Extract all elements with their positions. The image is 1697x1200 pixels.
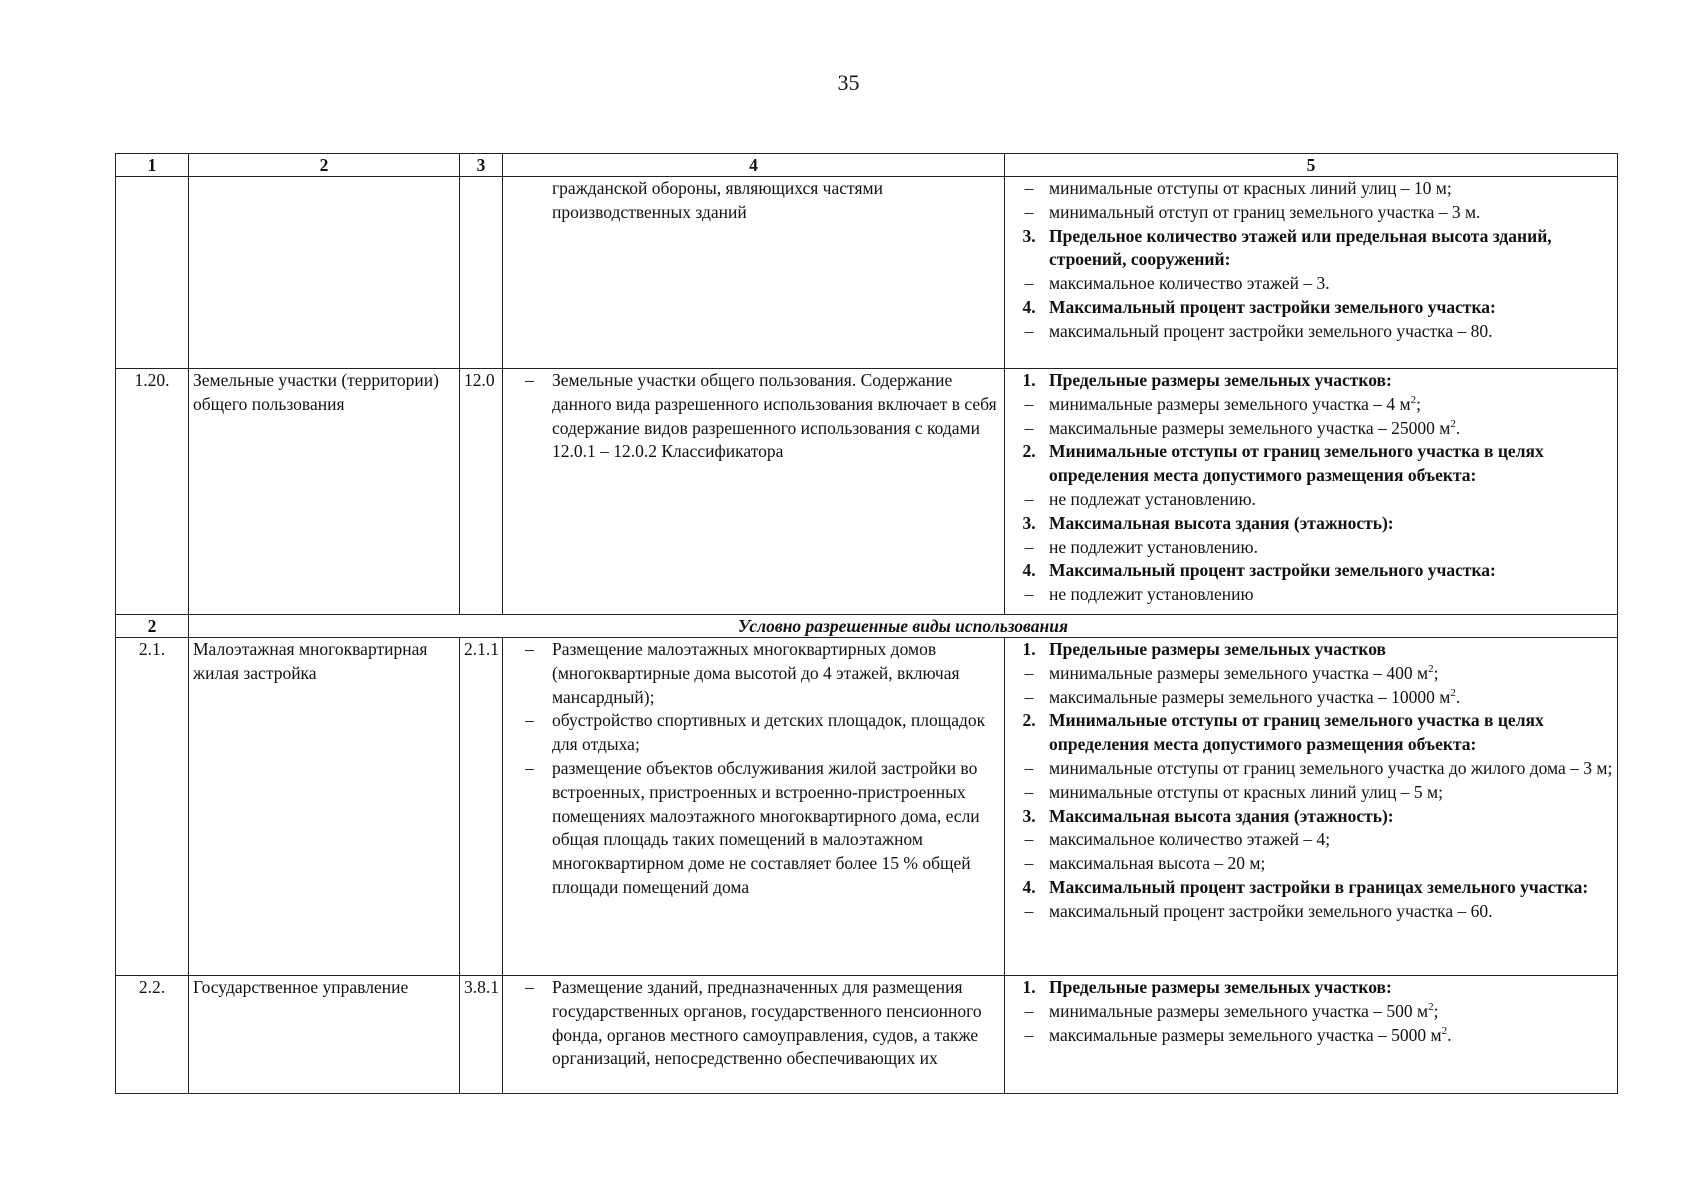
- list-text-main: Максимальная высота здания (этажность):: [1049, 805, 1394, 826]
- list-item: [1009, 177, 1615, 201]
- list-text: [1049, 583, 1615, 607]
- header-col-3: 3: [460, 154, 503, 177]
- list-text: [1049, 393, 1615, 417]
- list-text-main: минимальные размеры земельного участка – 500 м: [1049, 1000, 1429, 1021]
- header-col-4: 4: [503, 154, 1005, 177]
- list-marker: 4.: [1022, 296, 1036, 317]
- list-item: [1009, 1000, 1615, 1024]
- list-text-main: Минимальные отступы от границ земельного участка в целях определения места допустимого размещения объекта:: [1049, 710, 1544, 755]
- list-item: [1009, 201, 1615, 225]
- land-use-description: [503, 369, 1005, 615]
- list-text: [1049, 638, 1615, 662]
- list-item: [1009, 440, 1615, 488]
- list-item: [1009, 1024, 1615, 1048]
- list-marker: –: [1024, 829, 1034, 850]
- list-marker: 2.: [1022, 441, 1036, 462]
- list-text-main: максимальное количество этажей – 4;: [1049, 829, 1331, 850]
- list-item: [1009, 757, 1615, 781]
- land-use-name: Государственное управление: [189, 976, 460, 1094]
- list-item: [1009, 805, 1615, 829]
- list-text-main: Предельные размеры земельных участков:: [1049, 370, 1392, 390]
- list-text-main: Максимальная высота здания (этажность):: [1049, 512, 1394, 533]
- unit-superscript: 2: [1428, 662, 1434, 675]
- list-item: [507, 976, 1000, 1071]
- punctuation: ;: [1416, 393, 1421, 414]
- list-item: [507, 369, 1000, 464]
- list-item: [1009, 512, 1615, 536]
- list-item: [1009, 662, 1615, 686]
- table-row: [116, 976, 1618, 1094]
- code-value: 12.0: [464, 370, 495, 390]
- list-marker: –: [1024, 201, 1034, 222]
- land-use-parameters: [1005, 638, 1618, 976]
- list-text-main: минимальные отступы от красных линий улиц – 10 м;: [1049, 178, 1452, 198]
- classifier-code: [460, 369, 503, 615]
- list-item: [1009, 559, 1615, 583]
- list-marker: 4.: [1022, 876, 1036, 897]
- classifier-code: 3.8.1: [460, 976, 503, 1094]
- list-marker: –: [1024, 417, 1034, 438]
- list-marker: –: [1024, 757, 1034, 778]
- list-text: [1049, 201, 1615, 225]
- list-text: [1049, 417, 1615, 441]
- list-marker: –: [1024, 178, 1034, 198]
- classifier-code: [460, 177, 503, 369]
- list-marker: –: [1024, 488, 1034, 509]
- list-text: [1049, 1024, 1615, 1048]
- list-item: [1009, 709, 1615, 757]
- list-text-main: Минимальные отступы от границ земельного участка в целях определения места допустимого размещения объекта:: [1049, 441, 1544, 486]
- table-row: [116, 369, 1618, 615]
- list-text-main: Максимальный процент застройки земельного участка:: [1049, 560, 1496, 581]
- header-col-5: 5: [1005, 154, 1618, 177]
- list-text: [1049, 852, 1615, 876]
- list-marker: 4.: [1022, 560, 1036, 581]
- list-marker: –: [525, 757, 534, 778]
- list-text: [1049, 296, 1615, 320]
- list-text-main: минимальный отступ от границ земельного участка – 3 м.: [1049, 201, 1481, 222]
- list-marker: 3.: [1022, 225, 1036, 246]
- list-item: [1009, 296, 1615, 320]
- list-item: [1009, 272, 1615, 296]
- land-use-parameters: [1005, 369, 1618, 615]
- list-item: [507, 709, 1000, 757]
- list-item: [1009, 686, 1615, 710]
- list-marker: –: [1024, 536, 1034, 557]
- list-text: [1049, 900, 1615, 924]
- list-marker: 3.: [1022, 512, 1036, 533]
- unit-superscript: 2: [1450, 417, 1456, 430]
- list-text: [1049, 536, 1615, 560]
- list-item: [1009, 417, 1615, 441]
- list-item: [1009, 900, 1615, 924]
- header-col-1: 1: [116, 154, 189, 177]
- header-col-2: 2: [189, 154, 460, 177]
- list-item: [1009, 393, 1615, 417]
- punctuation: .: [1447, 1024, 1452, 1045]
- list-text-main: Максимальный процент застройки в границах земельного участка:: [1049, 876, 1589, 897]
- list-text-main: Предельные размеры земельных участков:: [1049, 977, 1392, 997]
- land-use-name: Земельные участки (территории) общего пользования: [189, 369, 460, 615]
- list-marker: –: [1024, 320, 1034, 341]
- unit-superscript: 2: [1450, 686, 1456, 699]
- list-marker: 1.: [1022, 977, 1036, 997]
- row-number: 2.2.: [116, 976, 189, 1094]
- punctuation: .: [1455, 686, 1461, 707]
- list-marker: 1.: [1022, 370, 1036, 390]
- list-text: [1049, 440, 1615, 488]
- list-text-main: максимальная высота – 20 м;: [1049, 853, 1266, 874]
- classifier-code: 2.1.1: [460, 638, 503, 976]
- list-text: [552, 709, 1000, 757]
- list-text-main: не подлежит установлению: [1049, 584, 1254, 605]
- list-text-main: гражданской обороны, являющихся частями производственных зданий: [552, 178, 883, 222]
- list-item: [1009, 828, 1615, 852]
- list-item: [1009, 852, 1615, 876]
- section-title: Условно разрешенные виды использования: [189, 615, 1618, 638]
- list-item: [507, 638, 1000, 709]
- list-item: [1009, 876, 1615, 900]
- list-marker: –: [525, 370, 534, 390]
- punctuation: .: [1455, 417, 1461, 438]
- list-text-main: максимальный процент застройки земельного участка – 60.: [1049, 900, 1493, 921]
- list-text: [1049, 369, 1615, 393]
- row-number: 2.1.: [116, 638, 189, 976]
- list-text: [1049, 709, 1615, 757]
- list-text: [1049, 559, 1615, 583]
- land-use-description: [503, 976, 1005, 1094]
- page-number: 35: [837, 70, 860, 95]
- list-item: [1009, 488, 1615, 512]
- row-number: 1.20.: [116, 369, 189, 615]
- list-text-main: Размещение малоэтажных многоквартирных домов (многоквартирные дома высотой до 4 этажей, включая мансардный);: [552, 639, 960, 707]
- list-marker: –: [525, 710, 534, 731]
- list-text: [1049, 757, 1615, 781]
- list-text: [1049, 512, 1615, 536]
- list-text: [552, 638, 1000, 709]
- unit-superscript: 2: [1410, 393, 1417, 406]
- land-use-description: [503, 177, 1005, 369]
- list-text: [1049, 828, 1615, 852]
- list-marker: 2.: [1022, 710, 1036, 731]
- list-text: [1049, 1000, 1615, 1024]
- list-text-main: максимальные размеры земельного участка – 10000 м: [1049, 686, 1451, 707]
- list-item: [1009, 320, 1615, 344]
- list-text-main: минимальные размеры земельного участка – 4 м: [1049, 393, 1411, 414]
- list-item: [1009, 638, 1615, 662]
- list-text: [552, 369, 1000, 464]
- list-text: [1049, 488, 1615, 512]
- list-text: [552, 976, 1000, 1071]
- list-text: [1049, 781, 1615, 805]
- list-marker: –: [1024, 662, 1034, 683]
- list-marker: [507, 177, 552, 225]
- unit-superscript: 2: [1428, 1000, 1434, 1013]
- list-text-main: максимальные размеры земельного участка – 5000 м: [1049, 1024, 1442, 1045]
- list-text: [1049, 976, 1615, 1000]
- list-marker: –: [525, 977, 534, 997]
- land-use-name: [189, 177, 460, 369]
- land-use-regulations-table: [115, 153, 1618, 1094]
- list-item: [507, 177, 1000, 225]
- list-marker: 3.: [1022, 805, 1036, 826]
- land-use-name: Малоэтажная многоквартирная жилая застройка: [189, 638, 460, 976]
- list-text: [1049, 225, 1615, 273]
- list-item: [1009, 369, 1615, 393]
- list-marker: –: [1024, 900, 1034, 921]
- list-item: [1009, 976, 1615, 1000]
- list-item: [1009, 781, 1615, 805]
- table-row: [116, 638, 1618, 976]
- row-number: [116, 177, 189, 369]
- list-text-main: максимальный процент застройки земельного участка – 80.: [1049, 320, 1493, 341]
- list-text: [1049, 686, 1615, 710]
- list-text-main: минимальные размеры земельного участка – 400 м: [1049, 662, 1429, 683]
- list-text: [1049, 662, 1615, 686]
- punctuation: ;: [1433, 1000, 1439, 1021]
- list-text-main: не подлежит установлению.: [1049, 536, 1258, 557]
- list-marker: –: [1024, 781, 1034, 802]
- list-text: [552, 177, 1000, 225]
- list-text: [1049, 177, 1615, 201]
- land-use-description: [503, 638, 1005, 976]
- list-text: [552, 757, 1000, 900]
- land-use-parameters: [1005, 177, 1618, 369]
- list-marker: –: [1024, 686, 1034, 707]
- section-number: 2: [116, 615, 189, 638]
- list-marker: 1.: [1022, 639, 1036, 659]
- section-row: [116, 615, 1618, 638]
- list-text-main: Предельное количество этажей или предельная высота зданий, строений, сооружений:: [1049, 225, 1552, 270]
- list-marker: –: [1024, 853, 1034, 874]
- list-item: [507, 757, 1000, 900]
- list-marker: –: [525, 639, 534, 659]
- list-text: [1049, 320, 1615, 344]
- list-text-main: размещение объектов обслуживания жилой застройки во встроенных, пристроенных и встроенно-пристроенных помещениях малоэтажного многоквартирного дома, если общая площадь таких помещений в малоэтажном многоквартирном доме не составляет более 15 % общей площади помещений дома: [552, 757, 980, 897]
- land-use-parameters: [1005, 976, 1618, 1094]
- list-text: [1049, 876, 1615, 900]
- unit-superscript: 2: [1441, 1024, 1448, 1037]
- list-marker: –: [1024, 1024, 1034, 1045]
- list-marker: –: [1024, 393, 1034, 414]
- list-text-main: минимальные отступы от границ земельного участка до жилого дома – 3 м;: [1049, 757, 1613, 778]
- list-text-main: минимальные отступы от красных линий улиц – 5 м;: [1049, 781, 1443, 802]
- list-item: [1009, 225, 1615, 273]
- list-text-main: Предельные размеры земельных участков: [1049, 639, 1386, 659]
- list-text-main: Размещение зданий, предназначенных для размещения государственных органов, государственного пенсионного фонда, органов местного самоуправления, судов, а также организаций, непосредственно обеспечивающих их: [552, 977, 982, 1069]
- list-text: [1049, 272, 1615, 296]
- list-marker: –: [1024, 1000, 1034, 1021]
- header-row: [116, 154, 1618, 177]
- list-text-main: Земельные участки общего пользования. Содержание данного вида разрешенного использования включает в себя содержание видов разрешенного использования с кодами 12.0.1 – 12.0.2 Классификатора: [552, 370, 997, 462]
- list-text-main: Максимальный процент застройки земельного участка:: [1049, 296, 1496, 317]
- list-item: [1009, 583, 1615, 607]
- list-item: [1009, 536, 1615, 560]
- list-text: [1049, 805, 1615, 829]
- list-text-main: обустройство спортивных и детских площадок, площадок для отдыха;: [552, 710, 986, 755]
- list-marker: –: [1024, 584, 1034, 605]
- list-text-main: максимальное количество этажей – 3.: [1049, 273, 1330, 294]
- list-marker: –: [1024, 273, 1034, 294]
- list-text-main: максимальные размеры земельного участка – 25000 м: [1049, 417, 1451, 438]
- punctuation: ;: [1433, 662, 1439, 683]
- list-text-main: не подлежат установлению.: [1049, 488, 1256, 509]
- table-row: [116, 177, 1618, 369]
